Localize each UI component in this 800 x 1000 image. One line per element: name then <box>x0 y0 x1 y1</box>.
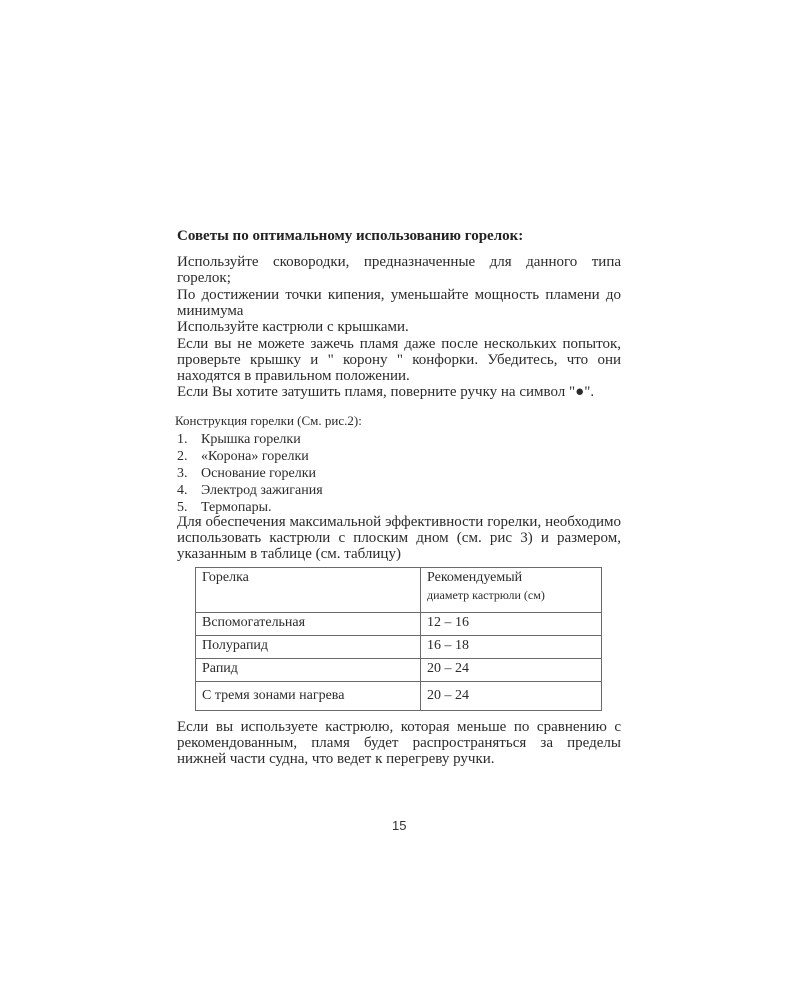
burner-table <box>195 567 602 711</box>
table-header-row <box>196 568 602 613</box>
list-item: 3. Основание горелки <box>177 466 317 481</box>
construction-caption: Конструкция горелки (См. рис.2): <box>175 413 362 428</box>
header-diameter-sub: диаметр кастрюли (см) <box>427 588 545 602</box>
paragraph-extinguish: Если Вы хотите затушить пламя, поверните ручку на символ "●". <box>177 384 595 400</box>
table-row: С тремя зонами нагрева 20 – 24 <box>196 682 602 711</box>
header-diameter: Рекомендуемый диаметр кастрюли (см) <box>421 568 602 613</box>
table-row: Вспомогательная 12 – 16 <box>196 613 602 636</box>
list-item: 4. Электрод зажигания <box>177 483 323 498</box>
list-item: 1. Крышка горелки <box>177 432 301 447</box>
parts-list <box>177 431 323 516</box>
paragraph-lids: Используйте кастрюли с крышками. <box>177 319 409 335</box>
table-row: Полурапид 16 – 18 <box>196 636 602 659</box>
page-number: 15 <box>392 818 407 833</box>
paragraph-ignition: Если вы не можете зажечь пламя даже после нескольких попыток, проверьте крышку и " корону " конфорки. Убедитесь, что они находятся в правильном положении. <box>177 336 621 384</box>
paragraph-small-pan: Если вы используете кастрюлю, которая меньше по сравнению с рекомендованным, пламя будет распространяться за пределы нижней части судна, что ведет к перегреву ручки. <box>177 719 621 767</box>
paragraph-flat-bottom: Для обеспечения максимальной эффективности горелки, необходимо использовать кастрюли с плоским дном (см. рис 3) и размером, указанным в таблице (см. таблицу) <box>177 514 621 562</box>
paragraph-boiling: По достижении точки кипения, уменьшайте мощность пламени до минимума <box>177 287 621 319</box>
header-burner: Горелка <box>196 568 421 613</box>
paragraph-pans: Используйте сковородки, предназначенные для данного типа горелок; <box>177 254 621 286</box>
section-heading: Советы по оптимальному использованию горелок: <box>177 228 524 244</box>
table-row: Рапид 20 – 24 <box>196 659 602 682</box>
list-item: 5. Термопары. <box>177 500 272 515</box>
list-item: 2. «Корона» горелки <box>177 449 309 464</box>
